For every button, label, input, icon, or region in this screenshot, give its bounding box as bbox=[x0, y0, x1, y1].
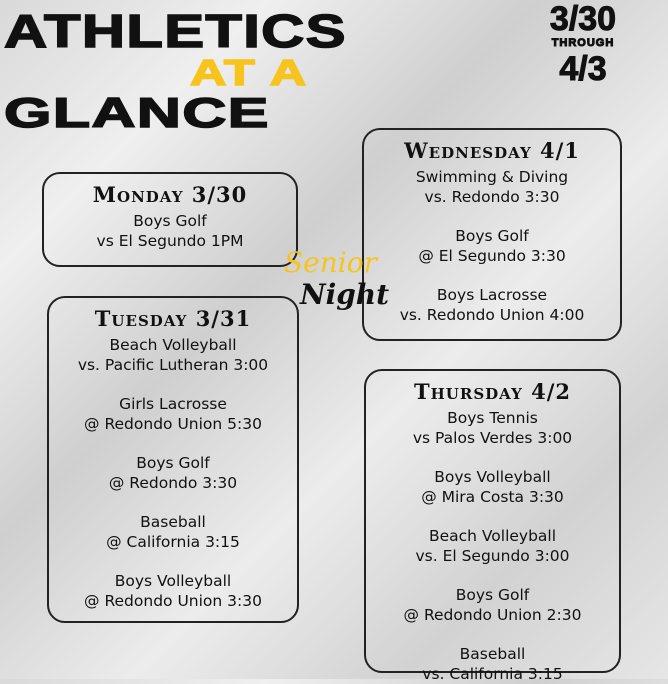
event bbox=[49, 571, 297, 611]
event-opponent: @ Redondo Union 2:30 bbox=[403, 606, 582, 624]
through-label: THROUGH bbox=[551, 37, 615, 49]
event-opponent: vs Palos Verdes 3:00 bbox=[412, 429, 573, 447]
event-opponent: vs. Redondo 3:30 bbox=[424, 188, 560, 206]
event bbox=[366, 585, 619, 625]
event-sport: Beach Volleyball bbox=[109, 336, 237, 354]
title-line-1: ATHLETICS bbox=[4, 5, 347, 57]
event-opponent: vs. Redondo Union 4:00 bbox=[399, 306, 585, 324]
event bbox=[364, 226, 620, 266]
event-opponent: @ Redondo Union 3:30 bbox=[84, 592, 262, 610]
event bbox=[366, 408, 619, 448]
event-opponent: vs. Pacific Lutheran 3:00 bbox=[77, 356, 269, 374]
event-sport: Boys Tennis bbox=[447, 409, 538, 427]
event-opponent: @ Redondo Union 5:30 bbox=[84, 415, 262, 433]
event bbox=[49, 512, 297, 552]
event-opponent: vs. California 3:15 bbox=[422, 665, 563, 683]
day-heading: Tuesday 3/31 bbox=[94, 306, 252, 331]
day-heading: Thursday 4/2 bbox=[414, 379, 571, 404]
event bbox=[49, 453, 297, 493]
senior-night-logo bbox=[284, 248, 394, 318]
event-sport: Girls Lacrosse bbox=[119, 395, 227, 413]
night-text: Night bbox=[300, 278, 390, 311]
day-card-tuesday bbox=[47, 296, 299, 623]
event bbox=[366, 467, 619, 507]
event-sport: Swimming & Diving bbox=[415, 168, 569, 186]
event bbox=[49, 394, 297, 434]
event bbox=[366, 644, 619, 684]
day-card-wednesday bbox=[362, 128, 622, 341]
event-sport: Boys Golf bbox=[136, 454, 210, 472]
event-opponent: @ El Segundo 3:30 bbox=[418, 247, 566, 265]
event-sport: Beach Volleyball bbox=[428, 527, 557, 545]
event-sport: Baseball bbox=[459, 645, 526, 663]
day-heading: Monday 3/30 bbox=[92, 182, 248, 207]
event-sport: Boys Volleyball bbox=[434, 468, 551, 486]
event-sport: Boys Golf bbox=[455, 586, 530, 604]
event bbox=[364, 285, 620, 325]
event bbox=[49, 335, 297, 375]
event bbox=[364, 167, 620, 207]
day-card-monday bbox=[42, 172, 298, 267]
end-date: 4/3 bbox=[559, 50, 607, 88]
event bbox=[366, 526, 619, 566]
start-date: 3/30 bbox=[549, 0, 617, 38]
event-opponent: @ California 3:15 bbox=[106, 533, 240, 551]
event-sport: Baseball bbox=[140, 513, 206, 531]
event-opponent: vs. El Segundo 3:00 bbox=[415, 547, 570, 565]
title-line-2: AT A bbox=[190, 52, 308, 93]
event bbox=[44, 211, 296, 251]
event-sport: Boys Golf bbox=[133, 212, 207, 230]
day-card-thursday bbox=[364, 369, 621, 683]
senior-text: Senior bbox=[284, 246, 377, 279]
day-heading: Wednesday 4/1 bbox=[404, 138, 580, 163]
event-opponent: @ Mira Costa 3:30 bbox=[421, 488, 564, 506]
event-opponent: vs El Segundo 1PM bbox=[96, 232, 244, 250]
title-line-3: GLANCE bbox=[4, 89, 270, 136]
event-sport: Boys Golf bbox=[455, 227, 529, 245]
event-sport: Boys Volleyball bbox=[114, 572, 232, 590]
event-opponent: @ Redondo 3:30 bbox=[108, 474, 238, 492]
event-sport: Boys Lacrosse bbox=[436, 286, 548, 304]
